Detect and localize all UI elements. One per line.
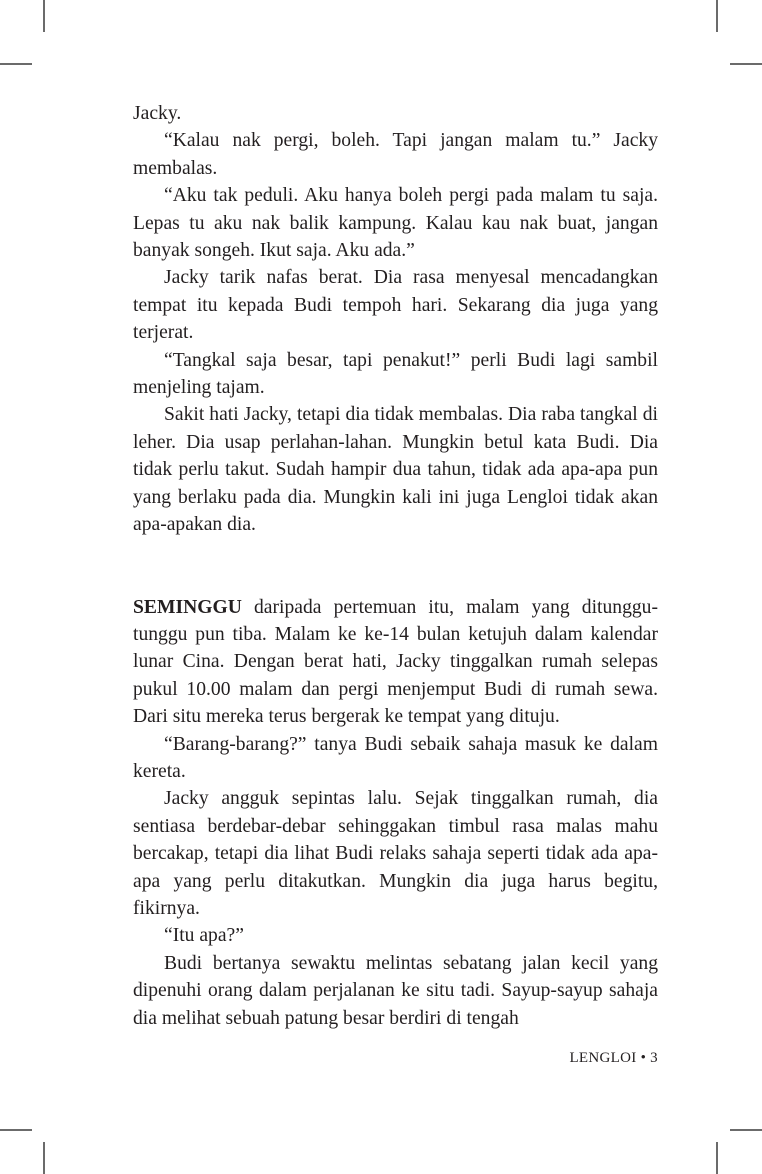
page-body	[133, 100, 658, 1032]
crop-mark-bottom-right-horizontal	[730, 1129, 762, 1131]
running-footer: LENGLOI • 3	[569, 1050, 658, 1066]
crop-mark-bottom-left-horizontal	[0, 1129, 32, 1131]
paragraph: Budi bertanya sewaktu melintas sebatang jalan kecil yang dipenuhi orang dalam perjalanan ke situ tadi. Sayup-sayup sahaja dia melihat sebuah patung besar berdiri di tengah	[133, 952, 658, 1029]
crop-mark-top-left-vertical	[43, 0, 45, 32]
paragraph: “Tangkal saja besar, tapi penakut!” perli Budi lagi sambil menjeling tajam.	[133, 349, 658, 399]
crop-mark-top-right-horizontal	[730, 63, 762, 65]
section-break	[133, 539, 658, 594]
paragraph: Sakit hati Jacky, tetapi dia tidak membalas. Dia raba tangkal di leher. Dia usap perlahan-lahan. Mungkin betul kata Budi. Dia tidak perlu takut. Sudah hampir dua tahun, tidak ada apa-apa pun yang berlaku pada dia. Mungkin kali ini juga Lengloi tidak akan apa-apakan dia.	[133, 404, 658, 536]
crop-mark-bottom-left-vertical	[43, 1142, 45, 1174]
paragraph: Jacky angguk sepintas lalu. Sejak tinggalkan rumah, dia sentiasa berdebar-debar sehinggakan timbul rasa malas mahu bercakap, tetapi dia lihat Budi relaks sahaja seperti tidak ada apa-apa yang perlu ditakutkan. Mungkin dia juga harus begitu, fikirnya.	[133, 788, 658, 919]
section-lead-word: SEMINGGU	[133, 596, 242, 618]
paragraph: “Aku tak peduli. Aku hanya boleh pergi pada malam tu saja. Lepas tu aku nak balik kampung. Kalau kau nak buat, jangan banyak songeh. Ikut saja. Aku ada.”	[133, 185, 658, 262]
paragraph: “Barang-barang?” tanya Budi sebaik sahaja masuk ke dalam kereta.	[133, 733, 658, 782]
paragraph: “Itu apa?”	[164, 925, 244, 947]
section-lead-text: daripada pertemuan itu, malam yang ditunggu-tunggu pun tiba. Malam ke ke-14 bulan ketujuh dalam kalendar lunar Cina. Dengan berat hati, Jacky tinggalkan rumah selepas pukul 10.00 malam dan pergi menjemput Budi di rumah sewa. Dari situ mereka terus bergerak ke tempat yang dituju.	[133, 596, 658, 728]
paragraph: “Kalau nak pergi, boleh. Tapi jangan malam tu.” Jacky membalas.	[133, 130, 658, 179]
section-opening-paragraph	[133, 594, 658, 731]
crop-mark-top-left-horizontal	[0, 63, 32, 65]
paragraph: Jacky.	[133, 103, 182, 124]
crop-mark-top-right-vertical	[716, 0, 718, 32]
paragraph: Jacky tarik nafas berat. Dia rasa menyesal mencadangkan tempat itu kepada Budi tempoh hari. Sekarang dia juga yang terjerat.	[133, 267, 658, 344]
crop-mark-bottom-right-vertical	[716, 1142, 718, 1174]
